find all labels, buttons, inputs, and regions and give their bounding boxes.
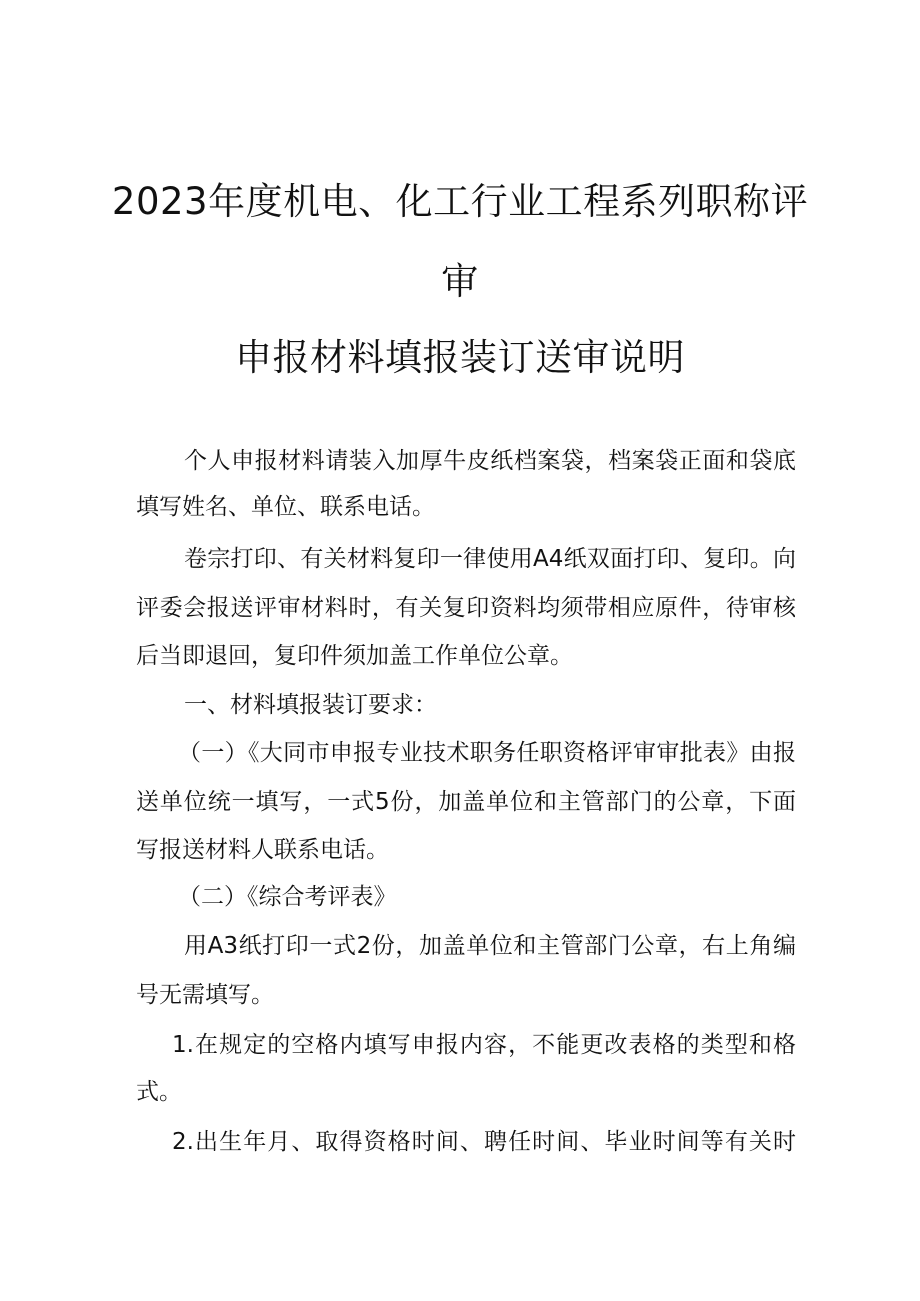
paragraph-line: （一）《大同市申报专业技术职务任职资格评审审批表》由报 [178, 740, 796, 766]
paragraph-line: 用A3纸打印一式2份，加盖单位和主管部门公章，右上角编 [184, 933, 796, 959]
paragraph-line: 号无需填写。 [136, 982, 274, 1008]
document-subtitle: 申报材料填报装订送审说明 [235, 336, 685, 379]
subsection-heading: （二）《综合考评表》 [178, 884, 397, 910]
paragraph-line: 卷宗打印、有关材料复印一律使用A4纸双面打印、复印。向 [184, 546, 796, 572]
document-title-line-2: 审 [441, 260, 479, 303]
paragraph-line: 填写姓名、单位、联系电话。 [136, 494, 435, 520]
list-item-line: 式。 [136, 1079, 182, 1105]
section-heading: 一、材料填报装订要求： [184, 692, 437, 718]
list-item-line: 1.在规定的空格内填写申报内容，不能更改表格的类型和格 [172, 1032, 796, 1058]
paragraph-line: 个人申报材料请装入加厚牛皮纸档案袋，档案袋正面和袋底 [184, 448, 796, 474]
paragraph-line: 写报送材料人联系电话。 [136, 837, 389, 863]
list-item-line: 2.出生年月、取得资格时间、聘任时间、毕业时间等有关时 [172, 1129, 796, 1155]
document-title-line-1: 2023年度机电、化工行业工程系列职称评 [111, 180, 809, 223]
paragraph-line: 后当即退回，复印件须加盖工作单位公章。 [136, 643, 573, 669]
paragraph-line: 送单位统一填写，一式5份，加盖单位和主管部门的公章，下面 [136, 789, 796, 815]
paragraph-line: 评委会报送评审材料时，有关复印资料均须带相应原件，待审核 [136, 595, 796, 621]
